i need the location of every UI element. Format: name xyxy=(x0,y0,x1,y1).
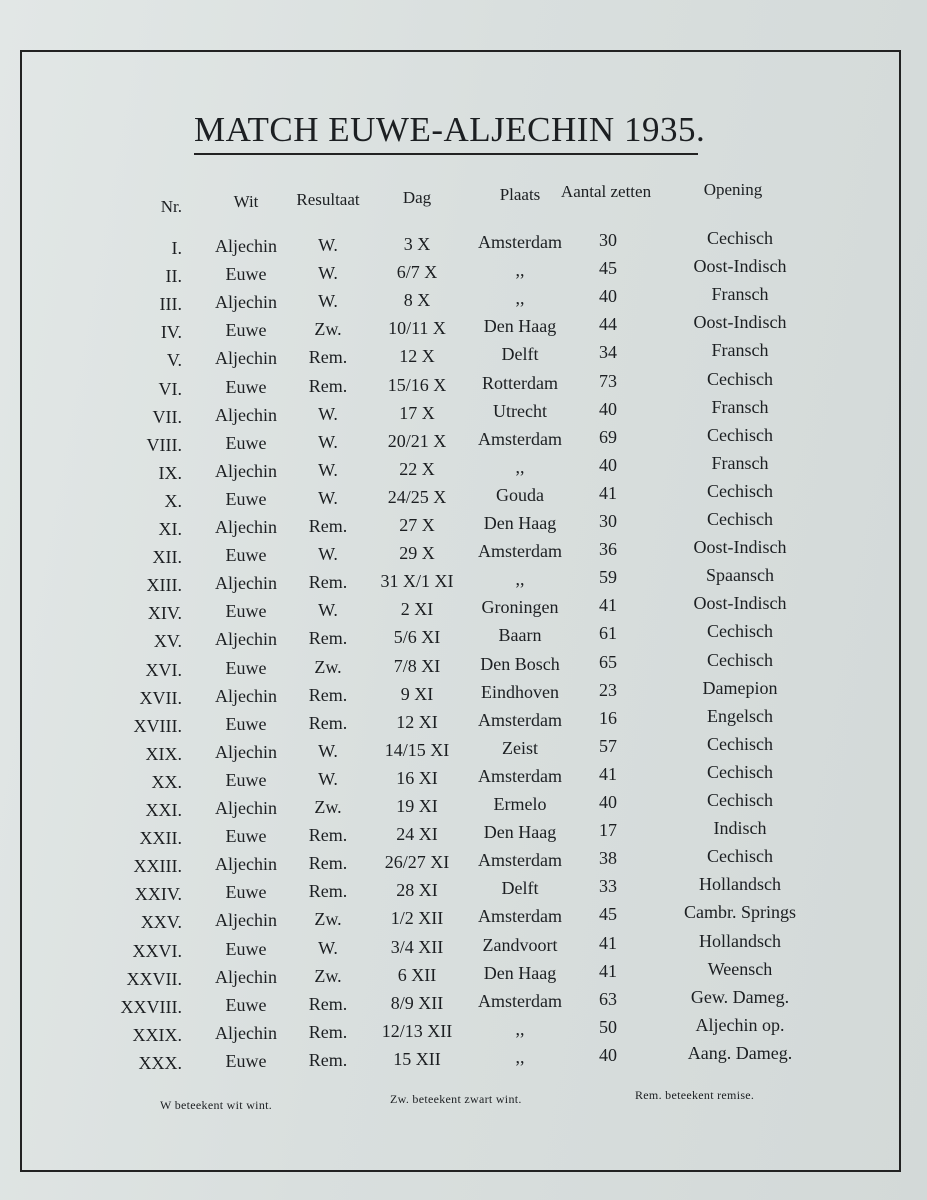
cell-dag: 6/7 X xyxy=(396,262,438,283)
cell-plaats: Eindhoven xyxy=(481,681,559,702)
cell-wit: Aljechin xyxy=(215,1022,277,1043)
cell-opening: Cechisch xyxy=(707,846,773,867)
cell-resultaat: W. xyxy=(318,768,338,789)
cell-aantal: 41 xyxy=(599,932,617,953)
cell-wit: Euwe xyxy=(225,826,267,847)
cell-plaats: Ermelo xyxy=(493,794,547,814)
cell-dag: 12 XI xyxy=(396,711,438,732)
cell-dag: 31 X/1 XI xyxy=(380,571,454,592)
cell-dag: 24 XI xyxy=(396,824,438,845)
cell-plaats: ,, xyxy=(515,456,525,477)
cell-resultaat: Rem. xyxy=(308,628,348,649)
cell-aantal: 30 xyxy=(599,511,617,531)
cell-opening: Hollandsch xyxy=(699,874,781,895)
cell-opening: Cechisch xyxy=(707,228,773,248)
cell-nr: XXV. xyxy=(140,912,182,933)
cell-opening: Damepion xyxy=(702,677,778,698)
cell-wit: Euwe xyxy=(225,657,267,678)
header-dag: Dag xyxy=(402,188,432,207)
cell-nr: XXVI. xyxy=(132,940,182,961)
cell-nr: II. xyxy=(165,266,182,287)
cell-dag: 17 X xyxy=(399,402,435,423)
cell-resultaat: W. xyxy=(318,459,338,480)
cell-dag: 10/11 X xyxy=(388,318,446,339)
cell-opening: Cechisch xyxy=(707,761,773,782)
cell-opening: Indisch xyxy=(713,818,767,839)
cell-aantal: 30 xyxy=(599,230,617,250)
cell-plaats: Amsterdam xyxy=(478,428,562,449)
cell-aantal: 17 xyxy=(599,820,617,841)
cell-wit: Aljechin xyxy=(215,517,277,537)
cell-resultaat: W. xyxy=(318,431,338,452)
cell-nr: I. xyxy=(171,238,182,258)
cell-plaats: Delft xyxy=(501,878,539,899)
cell-wit: Euwe xyxy=(225,882,267,903)
header-nr: Nr. xyxy=(160,197,182,216)
cell-dag: 3 X xyxy=(403,234,431,254)
cell-nr: XXIX. xyxy=(132,1024,182,1045)
cell-opening: Oost-Indisch xyxy=(693,593,787,614)
header-aantal-zetten: Aantal zetten xyxy=(560,182,652,201)
cell-nr: XXII. xyxy=(139,828,182,849)
cell-dag: 5/6 XI xyxy=(393,627,441,648)
cell-resultaat: Rem. xyxy=(308,375,348,396)
page-title: MATCH EUWE-ALJECHIN 1935. xyxy=(194,110,706,149)
cell-wit: Aljechin xyxy=(215,854,277,875)
cell-dag: 22 X xyxy=(399,458,435,479)
cell-opening: Fransch xyxy=(711,396,769,417)
cell-dag: 8 X xyxy=(403,290,431,311)
cell-resultaat: Zw. xyxy=(314,965,342,986)
cell-plaats: ,, xyxy=(515,1018,525,1039)
cell-aantal: 41 xyxy=(599,595,617,616)
cell-aantal: 38 xyxy=(599,848,617,869)
cell-dag: 29 X xyxy=(399,543,435,564)
cell-nr: XVI. xyxy=(145,659,182,680)
cell-dag: 7/8 XI xyxy=(393,655,441,676)
cell-wit: Euwe xyxy=(225,545,267,566)
cell-aantal: 59 xyxy=(599,567,617,588)
cell-opening: Cechisch xyxy=(707,621,773,642)
cell-wit: Euwe xyxy=(225,320,267,341)
cell-wit: Aljechin xyxy=(215,685,277,706)
cell-resultaat: Zw. xyxy=(314,797,342,817)
cell-dag: 14/15 XI xyxy=(384,739,450,760)
cell-dag: 12/13 XII xyxy=(381,1020,453,1041)
cell-aantal: 45 xyxy=(599,904,617,925)
cell-resultaat: Zw. xyxy=(314,656,342,677)
cell-wit: Aljechin xyxy=(215,573,277,594)
cell-plaats: Amsterdam xyxy=(478,765,562,786)
cell-resultaat: Rem. xyxy=(308,347,348,368)
cell-aantal: 41 xyxy=(599,960,617,981)
cell-opening: Hollandsch xyxy=(699,930,781,951)
cell-nr: III. xyxy=(159,294,182,315)
cell-plaats: Groningen xyxy=(481,597,559,618)
cell-resultaat: Zw. xyxy=(314,319,342,340)
cell-aantal: 40 xyxy=(599,1044,617,1065)
cell-nr: X. xyxy=(164,490,182,511)
cell-plaats: Amsterdam xyxy=(478,906,562,927)
cell-wit: Euwe xyxy=(225,488,267,509)
cell-opening: Fransch xyxy=(711,340,769,361)
cell-resultaat: W. xyxy=(318,291,338,312)
cell-resultaat: Rem. xyxy=(308,684,348,705)
cell-aantal: 41 xyxy=(599,482,617,503)
cell-wit: Euwe xyxy=(225,264,267,285)
cell-nr: XI. xyxy=(158,519,182,539)
cell-dag: 27 X xyxy=(399,515,435,535)
cell-resultaat: Rem. xyxy=(308,1049,348,1070)
cell-plaats: Delft xyxy=(501,344,539,365)
cell-aantal: 73 xyxy=(599,370,617,391)
cell-aantal: 40 xyxy=(599,454,617,475)
cell-plaats: Amsterdam xyxy=(478,541,562,562)
cell-wit: Euwe xyxy=(225,601,267,622)
cell-nr: XII. xyxy=(152,547,182,568)
cell-plaats: Baarn xyxy=(498,625,542,646)
cell-wit: Euwe xyxy=(225,432,267,453)
header-plaats: Plaats xyxy=(499,185,541,204)
cell-opening: Engelsch xyxy=(707,705,773,726)
cell-resultaat: Rem. xyxy=(308,881,348,902)
cell-opening: Cechisch xyxy=(707,368,773,389)
cell-wit: Euwe xyxy=(225,938,267,959)
cell-nr: XXI. xyxy=(145,800,182,820)
cell-nr: IV. xyxy=(160,322,182,343)
cell-nr: XXX. xyxy=(138,1052,182,1073)
cell-plaats: Amsterdam xyxy=(478,232,562,252)
cell-plaats: Amsterdam xyxy=(478,990,562,1011)
cell-resultaat: W. xyxy=(318,235,338,255)
cell-nr: XXIV. xyxy=(134,884,182,905)
cell-aantal: 65 xyxy=(599,651,617,672)
cell-dag: 26/27 XI xyxy=(384,852,450,873)
cell-dag: 6 XII xyxy=(397,964,437,985)
cell-dag: 9 XI xyxy=(400,683,434,704)
cell-opening: Oost-Indisch xyxy=(693,256,787,277)
cell-plaats: ,, xyxy=(515,260,525,281)
cell-nr: IX. xyxy=(158,462,182,483)
cell-dag: 15 XII xyxy=(393,1048,441,1069)
cell-nr: XXVIII. xyxy=(120,996,182,1017)
legend-zw: Zw. beteekent zwart wint. xyxy=(390,1092,522,1106)
cell-nr: XIII. xyxy=(146,575,182,596)
cell-plaats: Den Haag xyxy=(483,513,557,533)
cell-plaats: ,, xyxy=(515,288,525,309)
cell-opening: Oost-Indisch xyxy=(693,537,787,558)
cell-aantal: 57 xyxy=(599,735,617,756)
cell-plaats: Den Haag xyxy=(483,822,557,843)
cell-wit: Aljechin xyxy=(215,292,277,313)
cell-nr: VII. xyxy=(152,406,182,427)
cell-aantal: 63 xyxy=(599,988,617,1009)
cell-opening: Cechisch xyxy=(707,790,773,810)
cell-resultaat: Rem. xyxy=(308,853,348,874)
cell-resultaat: W. xyxy=(318,740,338,761)
cell-opening: Cechisch xyxy=(707,733,773,754)
cell-opening: Cechisch xyxy=(707,649,773,670)
cell-nr: XXIII. xyxy=(133,856,182,877)
cell-plaats: Den Haag xyxy=(483,316,557,337)
cell-nr: XIX. xyxy=(145,743,182,764)
cell-resultaat: W. xyxy=(318,600,338,621)
legend-w: W beteekent wit wint. xyxy=(160,1098,273,1112)
cell-opening: Aang. Dameg. xyxy=(687,1042,793,1063)
cell-opening: Aljechin op. xyxy=(695,1014,785,1035)
cell-nr: XIV. xyxy=(147,603,182,624)
cell-dag: 2 XI xyxy=(400,599,434,620)
cell-resultaat: Rem. xyxy=(308,712,348,733)
cell-nr: XX. xyxy=(151,771,182,792)
cell-opening: Spaansch xyxy=(706,565,774,586)
cell-plaats: ,, xyxy=(515,569,525,590)
cell-plaats: Amsterdam xyxy=(478,850,562,871)
cell-dag: 3/4 XII xyxy=(390,936,444,957)
cell-dag: 20/21 X xyxy=(387,430,447,451)
cell-wit: Aljechin xyxy=(215,236,277,256)
cell-aantal: 50 xyxy=(599,1016,617,1037)
cell-opening: Cechisch xyxy=(707,509,773,529)
cell-wit: Aljechin xyxy=(215,910,277,931)
cell-wit: Aljechin xyxy=(215,348,277,369)
cell-aantal: 45 xyxy=(599,258,617,279)
header-opening: Opening xyxy=(703,180,763,199)
cell-nr: XVII. xyxy=(139,687,182,708)
cell-nr: V. xyxy=(166,350,182,371)
cell-opening: Gew. Dameg. xyxy=(690,986,790,1007)
cell-resultaat: W. xyxy=(318,403,338,424)
legend-rem: Rem. beteekent remise. xyxy=(635,1088,755,1102)
cell-nr: XXVII. xyxy=(126,968,182,989)
cell-wit: Aljechin xyxy=(215,966,277,987)
cell-nr: XVIII. xyxy=(133,715,182,736)
cell-resultaat: W. xyxy=(318,487,338,508)
cell-wit: Aljechin xyxy=(215,798,277,818)
cell-opening: Fransch xyxy=(711,284,769,305)
cell-wit: Euwe xyxy=(225,994,267,1015)
cell-dag: 12 X xyxy=(399,346,435,367)
cell-aantal: 40 xyxy=(599,792,617,812)
header-wit: Wit xyxy=(233,192,259,211)
cell-wit: Aljechin xyxy=(215,629,277,650)
cell-aantal: 16 xyxy=(599,707,617,728)
cell-plaats: Amsterdam xyxy=(478,709,562,730)
header-resultaat: Resultaat xyxy=(296,190,360,209)
cell-nr: VIII. xyxy=(146,434,182,455)
cell-plaats: Zandvoort xyxy=(482,934,558,955)
cell-wit: Euwe xyxy=(225,376,267,397)
cell-aantal: 40 xyxy=(599,286,617,307)
cell-plaats: Den Bosch xyxy=(480,653,560,674)
cell-nr: VI. xyxy=(158,378,182,399)
cell-wit: Euwe xyxy=(225,713,267,734)
cell-aantal: 69 xyxy=(599,426,617,447)
cell-plaats: Gouda xyxy=(496,484,544,505)
cell-plaats: Zeist xyxy=(502,737,538,758)
cell-nr: XV. xyxy=(153,631,182,652)
cell-resultaat: Rem. xyxy=(308,1021,348,1042)
cell-plaats: Utrecht xyxy=(493,400,547,421)
cell-dag: 8/9 XII xyxy=(390,992,444,1013)
cell-opening: Fransch xyxy=(711,452,769,473)
cell-dag: 28 XI xyxy=(396,880,438,901)
cell-aantal: 61 xyxy=(599,623,617,644)
cell-aantal: 44 xyxy=(599,314,617,335)
cell-resultaat: W. xyxy=(318,263,338,284)
cell-aantal: 34 xyxy=(599,342,617,363)
cell-opening: Oost-Indisch xyxy=(693,312,787,333)
cell-wit: Aljechin xyxy=(215,404,277,425)
cell-aantal: 23 xyxy=(599,679,617,700)
title-underline xyxy=(194,153,698,155)
cell-plaats: Den Haag xyxy=(483,962,557,983)
cell-dag: 15/16 X xyxy=(387,374,447,395)
cell-wit: Euwe xyxy=(225,769,267,790)
cell-opening: Cambr. Springs xyxy=(683,902,796,923)
cell-wit: Aljechin xyxy=(215,460,277,481)
cell-opening: Cechisch xyxy=(707,424,773,445)
cell-resultaat: Rem. xyxy=(308,825,348,846)
cell-dag: 1/2 XII xyxy=(390,908,444,929)
cell-resultaat: W. xyxy=(318,937,338,958)
cell-wit: Aljechin xyxy=(215,741,277,762)
cell-aantal: 40 xyxy=(599,398,617,419)
cell-aantal: 33 xyxy=(599,876,617,897)
cell-dag: 16 XI xyxy=(396,767,438,788)
cell-resultaat: Rem. xyxy=(308,572,348,593)
cell-resultaat: Zw. xyxy=(314,909,342,930)
cell-dag: 24/25 X xyxy=(387,486,447,507)
cell-dag: 19 XI xyxy=(396,796,438,816)
cell-plaats: Rotterdam xyxy=(482,372,558,393)
cell-aantal: 41 xyxy=(599,763,617,784)
cell-resultaat: Rem. xyxy=(308,993,348,1014)
cell-opening: Weensch xyxy=(707,958,773,979)
cell-plaats: ,, xyxy=(515,1046,525,1067)
cell-resultaat: W. xyxy=(318,544,338,565)
cell-opening: Cechisch xyxy=(707,480,773,501)
cell-wit: Euwe xyxy=(225,1050,267,1071)
cell-resultaat: Rem. xyxy=(308,516,348,536)
cell-aantal: 36 xyxy=(599,539,617,560)
